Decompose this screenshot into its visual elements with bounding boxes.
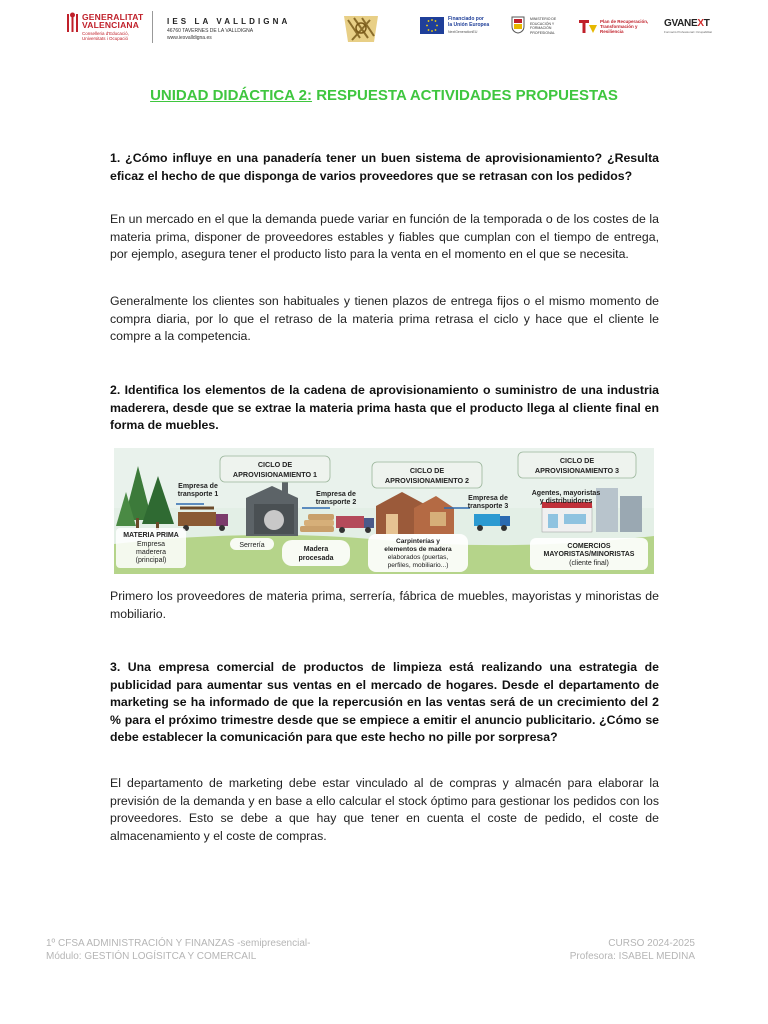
cycle2-line1: CICLO DE bbox=[409, 466, 445, 475]
raw-line4: (principal) bbox=[135, 557, 167, 564]
shops-line2: MAYORISTAS/MINORISTAS bbox=[543, 551, 635, 558]
supply-chain-diagram bbox=[114, 448, 654, 574]
gvanext-x: X bbox=[697, 18, 704, 29]
answer-2: Primero los proveedores de materia prima, serrería, fábrica de muebles, mayoristas y minoristas de mobiliario. bbox=[110, 589, 659, 621]
footer-year: CURSO 2024-2025 bbox=[608, 938, 695, 949]
title-unit: UNIDAD DIDÁCTICA 2: bbox=[150, 87, 313, 104]
answer-1-paragraph-2: Generalmente los clientes son habituales y tienen plazos de entrega fijos o el mismo momento de compra diaria, por lo que el retraso de la materia prima retrasa el ciclo y hace que el cliente le compre a la competencia. bbox=[110, 294, 659, 343]
eu-flag-icon bbox=[420, 17, 444, 34]
footer-module: Módulo: GESTIÓN LOGÍSITCA Y COMERCAIL bbox=[46, 951, 257, 962]
school-address: 46760 TAVERNES DE LA VALLDIGNA bbox=[167, 28, 254, 34]
cycle1-line1: CICLO DE bbox=[257, 460, 293, 469]
transport2-line2: transporte 2 bbox=[315, 499, 357, 506]
answer-3: El departamento de marketing debe estar vinculado al de compras y almacén para elaborar la previsión de la demanda y en base a ello calcular el stock óptimo para gestionar los pedidos con los proveedores. Esto se debe a que hay que tener en cuenta el coste de pedido, el coste de almacenamiento y el coste de compras. bbox=[110, 776, 659, 843]
raw-line1: MATERIA PRIMA bbox=[123, 532, 179, 539]
shops-line1: COMERCIOS bbox=[567, 543, 611, 550]
gvanext-gva: GVA bbox=[664, 18, 685, 29]
transport3-line1: Empresa de bbox=[468, 495, 508, 502]
footer-course: 1º CFSA ADMINISTRACIÓN Y FINANZAS -semipresencial- bbox=[46, 938, 311, 949]
gva-name-line2: VALENCIANA bbox=[82, 20, 140, 30]
gva-name-line1: GENERALITAT bbox=[82, 12, 144, 22]
recovery-plan-text: Plan de Recuperación, Transformación y Resiliencia bbox=[600, 19, 649, 34]
transport1-line2: transporte 1 bbox=[177, 491, 219, 498]
question-1: 1. ¿Cómo influye en una panadería tener un buen sistema de aprovisionamiento? ¿Resulta eficaz el hecho de que disponga de varios proveedores que se retrasan con los pedidos? bbox=[110, 151, 659, 183]
header-divider bbox=[152, 11, 153, 43]
shops-line3: (cliente final) bbox=[569, 560, 609, 567]
carp-line3: elaborados (puertas, bbox=[387, 554, 449, 561]
generalitat-logo bbox=[66, 12, 146, 44]
raw-line2: Empresa bbox=[136, 541, 166, 548]
question-3: 3. Una empresa comercial de productos de limpieza está realizando una estrategia de publicidad para aumentar sus ventas en el mercado de hogares. Desde el departamento de marketing se ha informado de que la repercusión en las ventas será de un crecimiento del 2 % para el próximo trimestre desde que se empiece a emitir el anuncio publicitario. ¿Cómo se debe establecer la comunicación para que este hecho no pille por sorpresa? bbox=[110, 660, 659, 744]
carp-line2: elementos de madera bbox=[384, 546, 452, 553]
eu-funding-text bbox=[448, 16, 489, 28]
page-title bbox=[0, 87, 768, 104]
gvanext-ne: NE bbox=[684, 18, 698, 29]
carp-line1: Carpinterías y bbox=[396, 538, 440, 545]
footer-right bbox=[570, 937, 695, 963]
eu-text-line1: Financiado por bbox=[448, 16, 484, 22]
gvanext-subtitle: Formació Professional i Ocupabilitat bbox=[664, 30, 713, 34]
transport3-line2: transporte 3 bbox=[467, 503, 509, 510]
transport1-line1: Empresa de bbox=[178, 483, 218, 490]
eu-nextgen-text: NextGenerationEU bbox=[448, 30, 478, 34]
eu-text-line2: la Unión Europea bbox=[448, 22, 490, 28]
cycle2-line2: APROVISIONAMIENTO 2 bbox=[384, 476, 470, 485]
title-rest: RESPUESTA ACTIVIDADES PROPUESTAS bbox=[312, 87, 618, 104]
raw-line3: maderera bbox=[136, 549, 166, 556]
page-header bbox=[0, 0, 768, 50]
cycle3-line1: CICLO DE bbox=[559, 456, 595, 465]
ministry-text: MINISTERIO DE EDUCACIÓN Y FORMACIÓN PROFESIONAL bbox=[530, 17, 557, 35]
recovery-plan-icon bbox=[578, 18, 598, 34]
wood-line1: Madera bbox=[303, 546, 329, 553]
gvanext-logo bbox=[664, 18, 710, 29]
agents-line2: y distribuidores bbox=[539, 498, 593, 505]
answer-1-paragraph-1: En un mercado en el que la demanda puede variar en función de la temporada o de los costes de la materia prima, disponer de proveedores estables y fiables que cumplan con el tiempo de entrega, por ejemplo, asegura tener el producto listo para la venta en el momento en el que se necesita. bbox=[110, 212, 659, 261]
footer-left bbox=[46, 937, 310, 963]
cycle3-line2: APROVISIONAMIENTO 3 bbox=[534, 466, 620, 475]
sawmill-label: Serrería bbox=[239, 542, 265, 549]
carp-line4: perfiles, mobiliario...) bbox=[387, 562, 449, 569]
generalitat-crest-icon bbox=[66, 12, 79, 34]
transport2-line1: Empresa de bbox=[316, 491, 356, 498]
footer-teacher: Profesora: ISABEL MEDINA bbox=[569, 951, 695, 962]
agents-line1: Agentes, mayoristas bbox=[531, 490, 601, 497]
school-name: IES LA VALLDIGNA bbox=[167, 17, 291, 26]
school-website: www.iesvalldigna.es bbox=[167, 35, 212, 41]
school-crest-icon bbox=[340, 12, 382, 46]
wood-line2: procesada bbox=[298, 555, 334, 562]
gvanext-t: T bbox=[703, 18, 710, 29]
spain-ministry-shield-icon bbox=[510, 14, 526, 34]
cycle1-line2: APROVISIONAMIENTO 1 bbox=[232, 470, 318, 479]
gva-department: Conselleria d'Educació, Universitats i Ocupació bbox=[82, 31, 129, 41]
question-2: 2. Identifica los elementos de la cadena de aprovisionamiento o suministro de una industria maderera, desde que se extrae la materia prima hasta que el producto llega al cliente final en forma de muebles. bbox=[110, 383, 659, 432]
